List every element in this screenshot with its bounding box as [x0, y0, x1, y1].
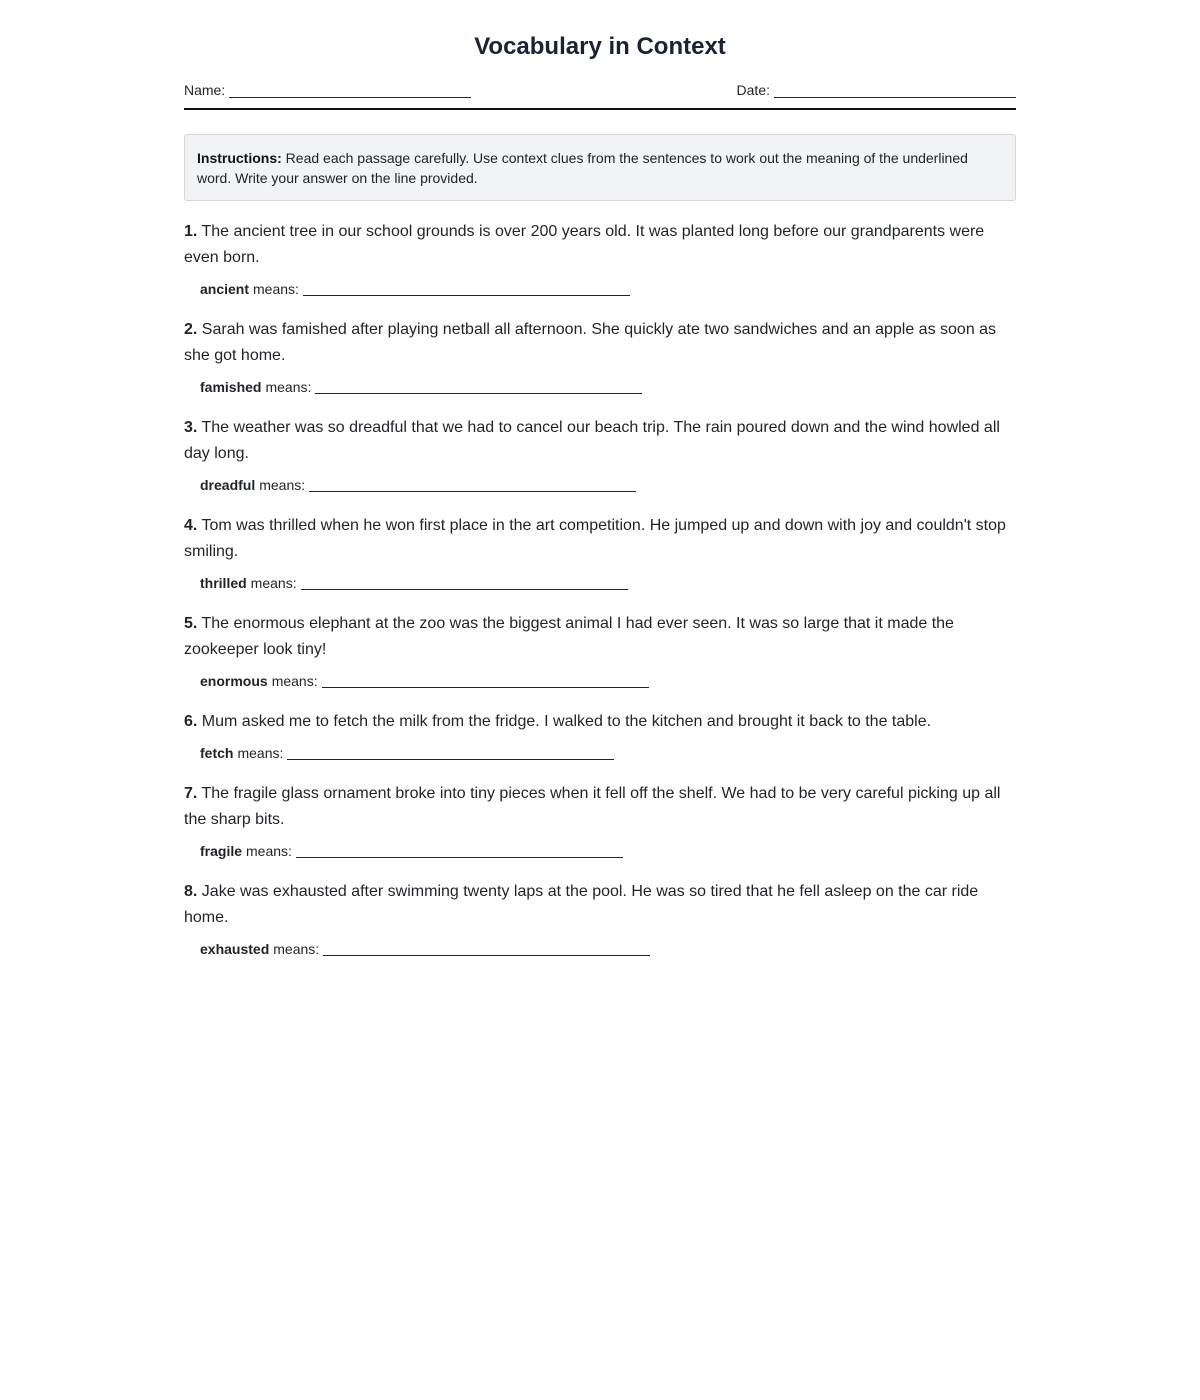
question-number: 3.	[184, 419, 198, 436]
instructions-label: Instructions:	[197, 150, 282, 166]
vocab-word: fetch	[200, 745, 234, 761]
vocab-word: enormous	[200, 673, 268, 689]
question-passage: The enormous elephant at the zoo was the biggest animal I had ever seen. It was so large that it made the zookeeper look tiny!	[184, 615, 954, 658]
question-number: 8.	[184, 883, 198, 900]
means-label: means:	[250, 575, 297, 591]
answer-line[interactable]	[287, 745, 614, 760]
answer-line[interactable]	[322, 673, 649, 688]
question-8	[184, 879, 1016, 959]
vocab-word: thrilled	[200, 575, 247, 591]
question-passage: The ancient tree in our school grounds is over 200 years old. It was planted long before our grandparents were even born.	[184, 223, 985, 266]
question-5	[184, 611, 1016, 691]
answer-row	[200, 475, 1016, 495]
question-7	[184, 781, 1016, 861]
vocab-word: famished	[200, 379, 262, 395]
means-label: means:	[271, 673, 318, 689]
question-2	[184, 317, 1016, 397]
vocab-word: dreadful	[200, 477, 256, 493]
question-1	[184, 219, 1016, 299]
name-label: Name:	[184, 82, 226, 98]
question-passage: Tom was thrilled when he won first place in the art competition. He jumped up and down with joy and couldn't stop smiling.	[184, 517, 1006, 560]
answer-row	[200, 841, 1016, 861]
means-label: means:	[246, 843, 292, 859]
question-number: 1.	[184, 223, 198, 240]
question-passage: The weather was so dreadful that we had to cancel our beach trip. The rain poured down and the wind howled all day long.	[184, 419, 1000, 462]
answer-row	[200, 671, 1016, 691]
question-passage: Jake was exhausted after swimming twenty laps at the pool. He was so tired that he fell asleep on the car ride home.	[184, 883, 979, 926]
name-line[interactable]	[229, 83, 471, 98]
answer-row	[200, 743, 1016, 763]
answer-row	[200, 573, 1016, 593]
instructions-text: Read each passage carefully. Use context clues from the sentences to work out the meaning of the underlined word. Write your answer on the line provided.	[197, 150, 968, 186]
answer-row	[200, 279, 1016, 299]
date-field[interactable]	[737, 82, 1016, 98]
means-label: means:	[259, 477, 306, 493]
answer-row	[200, 377, 1016, 397]
question-4	[184, 513, 1016, 593]
means-label: means:	[237, 745, 284, 761]
answer-line[interactable]	[309, 477, 636, 492]
date-label: Date:	[736, 82, 770, 98]
means-label: means:	[253, 281, 299, 297]
answer-line[interactable]	[303, 281, 630, 296]
question-number: 5.	[184, 615, 198, 632]
answer-row	[200, 939, 1016, 959]
vocab-word: ancient	[200, 281, 250, 297]
question-passage: Sarah was famished after playing netball all afternoon. She quickly ate two sandwiches and an apple as soon as she got home.	[184, 321, 997, 364]
means-label: means:	[265, 379, 312, 395]
question-6	[184, 709, 1016, 763]
question-number: 6.	[184, 713, 198, 730]
question-passage: The fragile glass ornament broke into tiny pieces when it fell off the shelf. We had to be very careful picking up all the sharp bits.	[184, 785, 1001, 828]
date-line[interactable]	[774, 83, 1016, 98]
question-list	[184, 219, 1016, 959]
answer-line[interactable]	[301, 575, 628, 590]
question-number: 4.	[184, 517, 198, 534]
name-field[interactable]	[184, 82, 471, 98]
answer-line[interactable]	[323, 941, 650, 956]
vocab-word: exhausted	[200, 941, 270, 957]
question-passage: Mum asked me to fetch the milk from the fridge. I walked to the kitchen and brought it back to the table.	[197, 713, 932, 730]
worksheet	[184, 0, 1016, 959]
question-number: 7.	[184, 785, 198, 802]
question-3	[184, 415, 1016, 495]
vocab-word: fragile	[200, 843, 243, 859]
answer-line[interactable]	[315, 379, 642, 394]
question-number: 2.	[184, 321, 198, 338]
means-label: means:	[273, 941, 320, 957]
page-title: Vocabulary in Context	[474, 33, 726, 60]
answer-line[interactable]	[296, 843, 623, 858]
name-date-row	[184, 82, 1016, 110]
instructions-box	[184, 134, 1016, 201]
